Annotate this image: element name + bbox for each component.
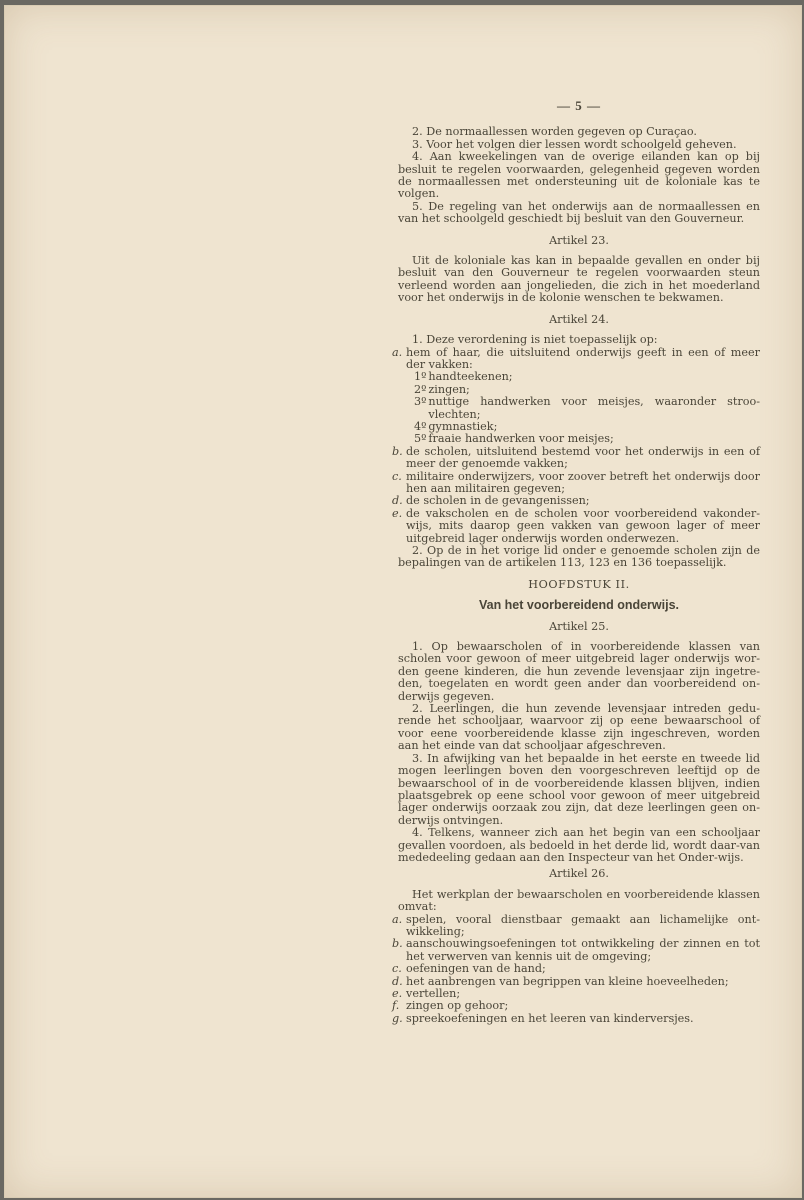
art24-para-1: 1. Deze verordening is niet toepasselijk op:: [412, 333, 658, 347]
sub-item-text: nuttige handwerken voor meisjes, waaronder stroo-vlechten;: [428, 395, 760, 421]
art24-heading: Artikel 24.: [549, 312, 609, 326]
art24-item-d: [392, 494, 760, 508]
art24-item-a: [392, 345, 760, 372]
art25-para-4: 4. Telkens, wanneer zich aan het begin van een schooljaar gevallen voordoen, als bedoeld in het derde lid, wordt daar-van mededeeling gedaan aan den Inspecteur van het Onder-wijs.: [398, 826, 760, 864]
art26-heading: Artikel 26.: [549, 867, 609, 881]
item-letter: c.: [392, 962, 402, 976]
item-text: militaire onderwijzers, voor zoover betreft het onderwijs door hen aan militairen gegeven;: [406, 469, 760, 495]
item-letter: g.: [392, 1011, 403, 1025]
item-text: oefeningen van de hand;: [406, 962, 546, 976]
art26-intro: Het werkplan der bewaarscholen en voorbereidende klassen omvat:: [398, 887, 760, 914]
item-text: de scholen in de gevangenissen;: [406, 494, 590, 508]
art22-para-4: 4. Aan kweekelingen van de overige eilanden kan op bij besluit te regelen voorwaarden, gelegenheid gegeven worden de normaallessen met ondersteuning uit de koloniale kas te volgen.: [398, 150, 760, 201]
sub-item-text: handteekenen;: [428, 370, 513, 384]
item-text: de vakscholen en de scholen voor voorbereidend vakonder-wijs, mits daarop geen vakken van gewoon lager of meer uitgebreid lager onderwijs worden onderwezen.: [406, 506, 760, 545]
item-text: aanschouwingsoefeningen tot ontwikkeling der zinnen en tot het verwerven van kennis uit de omgeving;: [406, 937, 760, 963]
sub-item-number: 1º: [414, 370, 427, 384]
art26-item-f: [392, 999, 760, 1013]
sub-item-number: 2º: [414, 382, 427, 396]
art26-item-a: [392, 912, 760, 939]
art24-item-c: [392, 469, 760, 496]
item-text: spelen, vooral dienstbaar gemaakt aan lichamelijke ont-wikkeling;: [406, 912, 760, 938]
art25-heading: Artikel 25.: [549, 619, 609, 633]
chapter-title: Van het voorbereidend onderwijs.: [478, 598, 680, 613]
art25-para-1: 1. Op bewaarscholen of in voorbereidende klassen van scholen voor gewoon of meer uitgebreid lager onderwijs wor-den geene kinderen, die hun zevende levensjaar zijn ingetre-den, toegelaten en wordt geen ander dan voorbereidend on-derwijs gegeven.: [398, 640, 760, 703]
item-letter: f.: [392, 999, 400, 1013]
sub-item-text: fraaie handwerken voor meisjes;: [428, 432, 614, 446]
sub-item-number: 3º: [414, 395, 427, 409]
item-letter: e.: [392, 987, 403, 1000]
sub-item-number: 4º: [414, 419, 427, 433]
item-text: de scholen, uitsluitend bestemd voor het onderwijs in een of meer der genoemde vakken;: [406, 444, 760, 471]
item-letter: c.: [392, 469, 402, 483]
page-number: — 5 —: [557, 98, 601, 113]
chapter-heading: HOOFDSTUK II.: [528, 577, 630, 591]
sub-item-text: gymnastiek;: [428, 419, 498, 433]
text-column: [392, 98, 760, 1025]
sub-item-number: 5º: [414, 432, 427, 446]
item-letter: d.: [392, 494, 403, 508]
art23-text: Uit de koloniale kas kan in bepaalde gevallen en onder bij besluit van den Gouverneur te regelen voorwaarden steun verleend worden aan jongelieden, die zich in het moederland voor het onderwijs in de kolonie wenschen te bekwamen.: [398, 254, 760, 305]
item-letter: a.: [392, 345, 403, 359]
item-text: vertellen;: [406, 987, 461, 1000]
item-letter: b.: [392, 937, 403, 951]
item-letter: b.: [392, 444, 403, 458]
art24-sub-item: [414, 433, 760, 445]
art24-para-2: 2. Op de in het vorige lid onder e genoemde scholen zijn de bepalingen van de artikelen 113, 123 en 136 toepasselijk.: [398, 544, 760, 570]
item-text: spreekoefeningen en het leeren van kinderversjes.: [406, 1011, 694, 1025]
item-letter: e.: [392, 506, 403, 520]
art22-para-5: 5. De regeling van het onderwijs aan de normaallessen en van het schoolgeld geschiedt bij besluit van den Gouverneur.: [398, 199, 760, 226]
art23-heading: Artikel 23.: [549, 233, 609, 247]
art24-item-b: [392, 444, 760, 471]
art26-item-b: [392, 937, 760, 963]
art26-item-g: [392, 1011, 760, 1025]
art25-para-2: 2. Leerlingen, die hun zevende levensjaar intreden gedu-rende het schooljaar, waarvoor zij op eene bewaarschool of voor eene voorbereidende klasse zijn ingeschreven, worden aan het einde van dat schooljaar afgeschreven.: [398, 702, 760, 753]
sub-item-text: zingen;: [428, 382, 470, 396]
art24-sub-item: [414, 396, 760, 421]
item-text: hem of haar, die uitsluitend onderwijs geeft in een of meer der vakken:: [406, 345, 760, 371]
art24-sub-item: [414, 371, 760, 383]
art25-para-3: 3. In afwijking van het bepaalde in het eerste en tweede lid mogen leerlingen boven den voorgeschreven leeftijd op de bewaarschool of in de voorbereidende klassen blijven, indien plaatsgebrek op eene school voor gewoon of meer uitgebreid lager onderwijs oorzaak zou zijn, dat deze leerlingen geen on-derwijs ontvingen.: [398, 751, 760, 827]
item-text: zingen op gehoor;: [406, 999, 509, 1013]
art22-para-3: 3. Voor het volgen dier lessen wordt schoolgeld geheven.: [412, 137, 737, 151]
art26-item-c: [392, 962, 760, 976]
art24-item-e: [392, 506, 760, 545]
item-letter: d.: [392, 974, 403, 988]
item-letter: a.: [392, 912, 403, 926]
item-text: het aanbrengen van begrippen van kleine hoeveelheden;: [406, 974, 729, 988]
art22-para-2: 2. De normaallessen worden gegeven op Curaçao.: [412, 125, 697, 139]
document-page: [4, 5, 802, 1198]
